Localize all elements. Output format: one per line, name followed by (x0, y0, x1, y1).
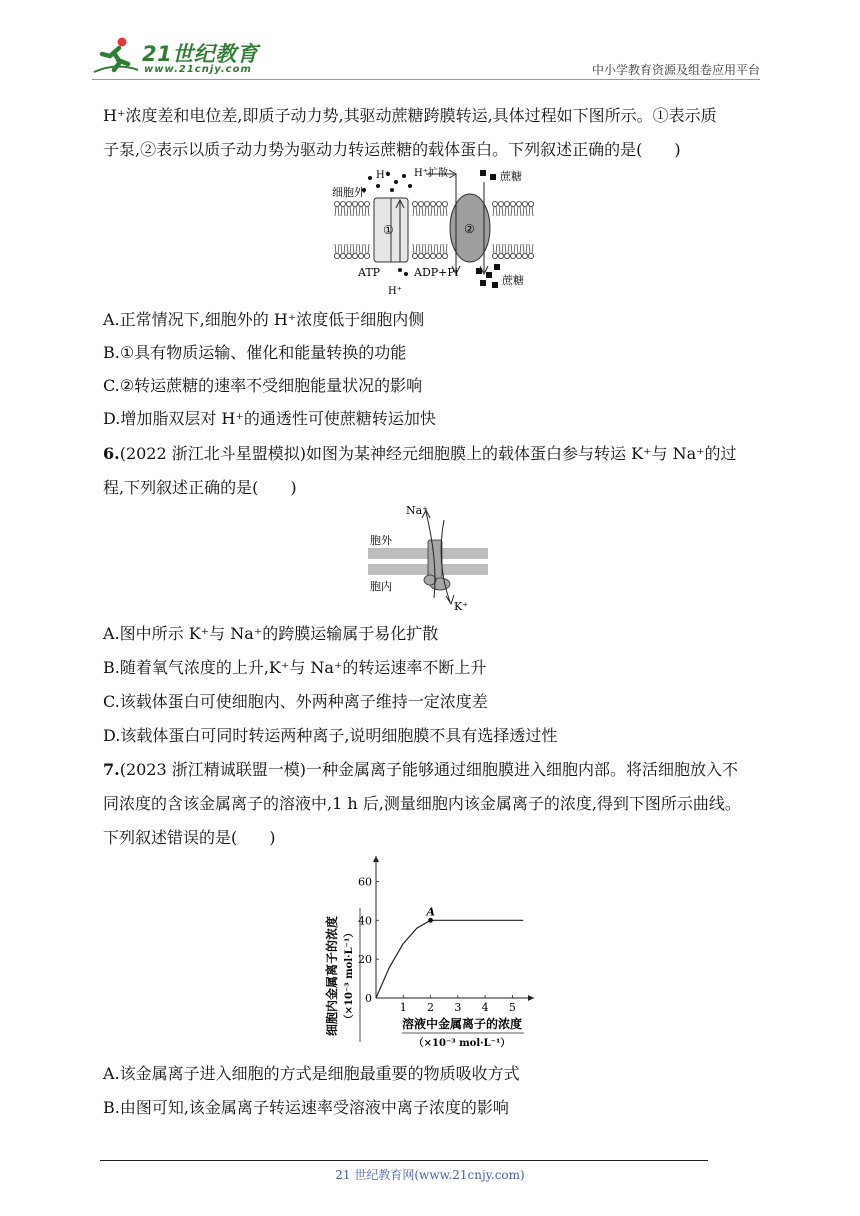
lipid-head (364, 201, 369, 216)
outside-label: 细胞外 (332, 186, 365, 199)
lipid-head (334, 244, 339, 259)
header-divider (92, 79, 760, 80)
q5-stem-line1: H⁺浓度差和电位差,即质子动力势,其驱动蔗糖跨膜转运,具体过程如下图所示。①表示质 (103, 106, 717, 125)
brand-name: 21世纪教育 (142, 42, 259, 66)
q5-option-b: B.①具有物质运输、催化和能量转换的功能 (103, 343, 407, 362)
lipid-head (358, 201, 363, 216)
lipid-head (430, 201, 435, 216)
y-tick-label: 40 (358, 914, 372, 928)
lipid-head (498, 244, 503, 259)
adp-label: ADP+Pi (414, 266, 459, 279)
lipid-head (346, 201, 351, 216)
q7-stem-rest: 一种金属离子能够通过细胞膜进入细胞内部。将活细胞放入不 (306, 760, 739, 779)
na-label: Na⁺ (406, 504, 428, 517)
lipid-head (492, 201, 497, 216)
y-axis-arrow (373, 856, 379, 862)
lipid-head (516, 244, 521, 259)
brand-url: www.21cnjy.com (144, 64, 252, 75)
lipid-head (442, 244, 447, 259)
pump-label: ① (383, 223, 394, 237)
y-axis-unit: （×10⁻³ mol·L⁻¹） (344, 927, 355, 1025)
lipid-head (522, 244, 527, 259)
lipid-head (418, 201, 423, 216)
lipid-head (352, 244, 357, 259)
point-a-marker (428, 918, 433, 923)
lipid-head (424, 244, 429, 259)
origin-label: 0 (365, 992, 372, 1005)
lipid-head (424, 201, 429, 216)
lipid-head (418, 244, 423, 259)
page-header (92, 36, 760, 80)
lipid-head (346, 244, 351, 259)
lipid-head (510, 244, 515, 259)
lipid-head (504, 244, 509, 259)
x-axis-arrow (528, 995, 534, 1001)
q6-option-c: C.该载体蛋白可使细胞内、外两种离子维持一定浓度差 (103, 692, 488, 711)
q6-source: (2022 浙江北斗星盟模拟) (119, 444, 306, 463)
lipid-head (528, 244, 533, 259)
q5-option-a: A.正常情况下,细胞外的 H⁺浓度低于细胞内侧 (103, 310, 425, 329)
q5-option-c: C.②转运蔗糖的速率不受细胞能量状况的影响 (103, 376, 423, 395)
y-tick-label: 60 (358, 875, 372, 889)
footer-divider (100, 1160, 708, 1161)
membrane-transport-figure (330, 162, 540, 298)
lipid-head (412, 201, 417, 216)
ion-concentration-chart (312, 852, 544, 1052)
q6-option-d: D.该载体蛋白可同时转运两种离子,说明细胞膜不具有选择透过性 (103, 726, 558, 745)
lipid-head (504, 201, 509, 216)
q7-option-b: B.由图可知,该金属离子转运速率受溶液中离子浓度的影响 (103, 1098, 509, 1117)
lipid-head (522, 201, 527, 216)
lipid-head (358, 244, 363, 259)
sucrose-top-label: 蔗糖 (500, 170, 522, 183)
q6-option-b: B.随着氧气浓度的上升,K⁺与 Na⁺的转运速率不断上升 (103, 658, 487, 677)
na-k-carrier-figure (368, 502, 492, 614)
q7-stem-line2: 同浓度的含该金属离子的溶液中,1 h 后,测量细胞内该金属离子的浓度,得到下图所示曲线。 (103, 794, 741, 813)
lipid-head (528, 201, 533, 216)
q6-stem-line1 (103, 444, 737, 464)
outside-label: 胞外 (370, 534, 392, 547)
x-tick-label: 3 (454, 1001, 462, 1014)
q7-stem-line1 (103, 760, 738, 780)
runner-logo-icon (92, 36, 140, 76)
q7-number: 7. (103, 760, 120, 779)
lipid-head (510, 201, 515, 216)
x-tick-label: 5 (508, 1001, 516, 1014)
lipid-head (340, 244, 345, 259)
footer-text: 21 世纪教育网(www.21cnjy.com) (335, 1168, 525, 1182)
x-axis-label: 溶液中金属离子的浓度 (401, 1017, 523, 1031)
q6-stem-line2: 程,下列叙述正确的是( ) (103, 478, 297, 497)
q5-stem-line2: 子泵,②表示以质子动力势为驱动力转运蔗糖的载体蛋白。下列叙述正确的是( ) (103, 140, 681, 159)
h-label-bottom: H⁺ (388, 286, 402, 297)
lipid-head (412, 244, 417, 259)
lipid-head (436, 201, 441, 216)
lipid-head (364, 244, 369, 259)
q7-option-a: A.该金属离子进入细胞的方式是细胞最重要的物质吸收方式 (103, 1064, 520, 1083)
lipid-head (498, 201, 503, 216)
x-axis-unit: （×10⁻³ mol·L⁻¹） (413, 1038, 511, 1049)
inside-label: 胞内 (370, 580, 392, 593)
x-tick-label: 2 (427, 1001, 435, 1014)
q6-stem-rest: 如图为某神经元细胞膜上的载体蛋白参与转运 K⁺与 Na⁺的过 (306, 444, 737, 463)
q6-number: 6. (103, 444, 120, 463)
h-label-top: H⁺ (376, 170, 390, 181)
q7-stem-line3: 下列叙述错误的是( ) (103, 828, 276, 847)
series-line (376, 920, 523, 998)
lipid-head (340, 201, 345, 216)
lipid-head (334, 201, 339, 216)
q7-source: (2023 浙江精诚联盟一模) (119, 760, 306, 779)
carrier-label: ② (464, 222, 475, 236)
y-axis-label: 细胞内金属离子的浓度 (325, 915, 339, 1037)
platform-name: 中小学教育资源及组卷应用平台 (591, 63, 760, 77)
lipid-head (430, 244, 435, 259)
point-a-label: A (426, 905, 436, 919)
q5-option-d: D.增加脂双层对 H⁺的通透性可使蔗糖转运加快 (103, 409, 436, 428)
q6-option-a: A.图中所示 K⁺与 Na⁺的跨膜运输属于易化扩散 (103, 624, 439, 643)
atp-label: ATP (358, 266, 381, 279)
lipid-head (352, 201, 357, 216)
h-diffusion-label: H⁺扩散 (414, 168, 448, 179)
lipid-head (492, 244, 497, 259)
lipid-head (436, 244, 441, 259)
lipid-head (442, 201, 447, 216)
x-tick-label: 4 (481, 1001, 489, 1014)
lipid-head (516, 201, 521, 216)
x-tick-label: 1 (399, 1001, 407, 1014)
y-tick-label: 20 (358, 953, 372, 967)
k-label: K⁺ (454, 600, 469, 613)
sucrose-bottom-label: 蔗糖 (502, 274, 524, 287)
